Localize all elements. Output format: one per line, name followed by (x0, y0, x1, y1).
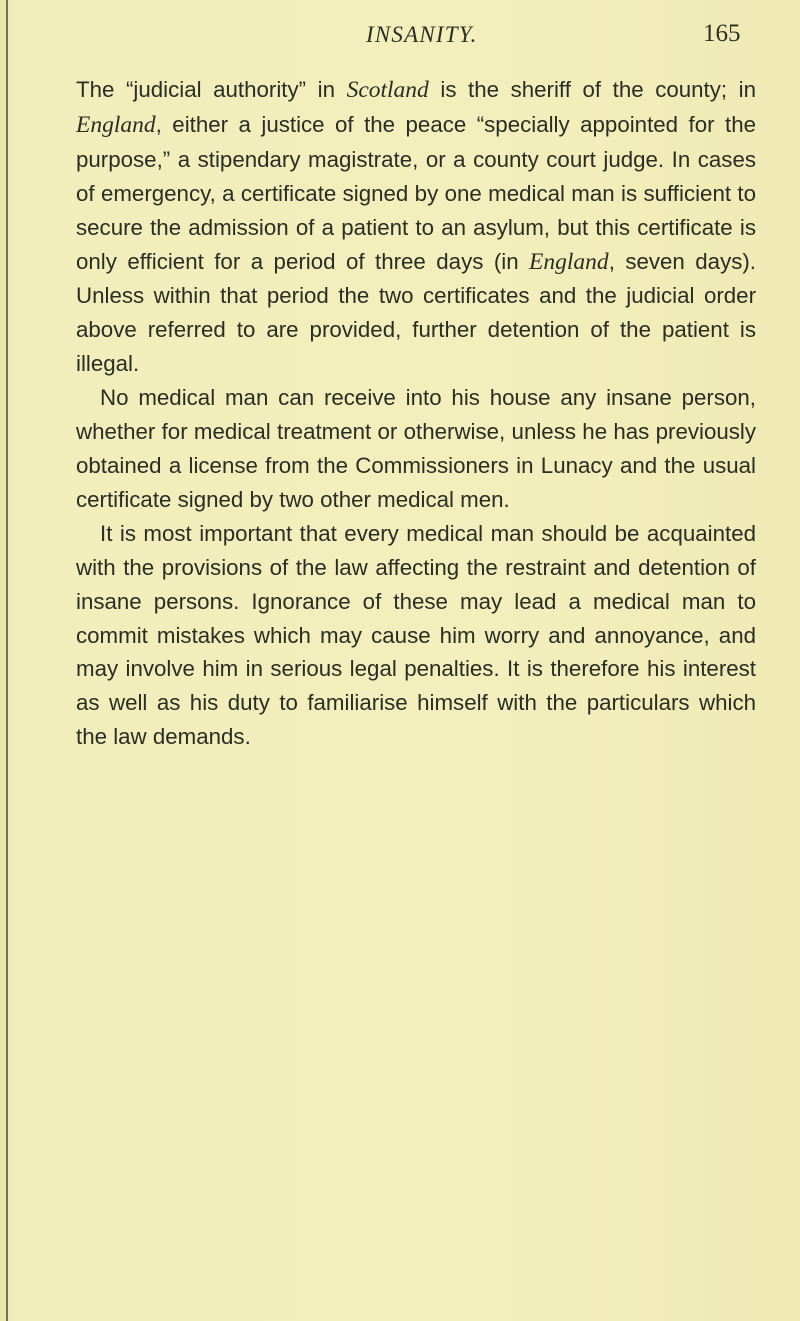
place-england-1: England (76, 111, 156, 138)
place-scotland: Scotland (346, 77, 429, 103)
paragraph-3: It is most important that every medical man should be acquainted with the provisions of the law affecting the restraint and detention of insane persons. Ignorance of these may lead a medical man to commit mistakes which may cause him worry and annoyance, and may involve him in serious legal penalties. It is therefore his interest as well as his duty to familiarise himself with the particulars which the law demands. (76, 520, 756, 750)
paragraph-1-text-b: is the sheriff of the county; in (428, 77, 756, 102)
paragraph-1-text-d: , seven days). Unless within that period the two certificates and the judicial order above referred to are provided, further detention of the patient is illegal. (76, 248, 756, 377)
place-england-2: England (529, 248, 609, 275)
page-number: 165 (703, 20, 741, 47)
page-binding-edge (6, 0, 8, 1321)
running-title: INSANITY. (366, 22, 478, 47)
paragraph-1 (76, 73, 756, 381)
body-text (76, 73, 756, 754)
paragraph-1-text-c: , either a justice of the peace “specially appointed for the purpose,” a stipendary magistrate, or a county court judge. In cases of emergency, a certificate signed by one medical man is sufficient to secure the admission of a patient to an asylum, but this certificate is only efficient for a period of three days (in (76, 111, 756, 274)
paragraph-2: No medical man can receive into his house any insane person, whether for medical treatment or otherwise, unless he has previously obtained a license from the Commissioners in Lunacy and the usual certificate signed by two other medical men. (76, 385, 756, 512)
paragraph-1-text-a: The “judicial authority” in (76, 77, 347, 102)
